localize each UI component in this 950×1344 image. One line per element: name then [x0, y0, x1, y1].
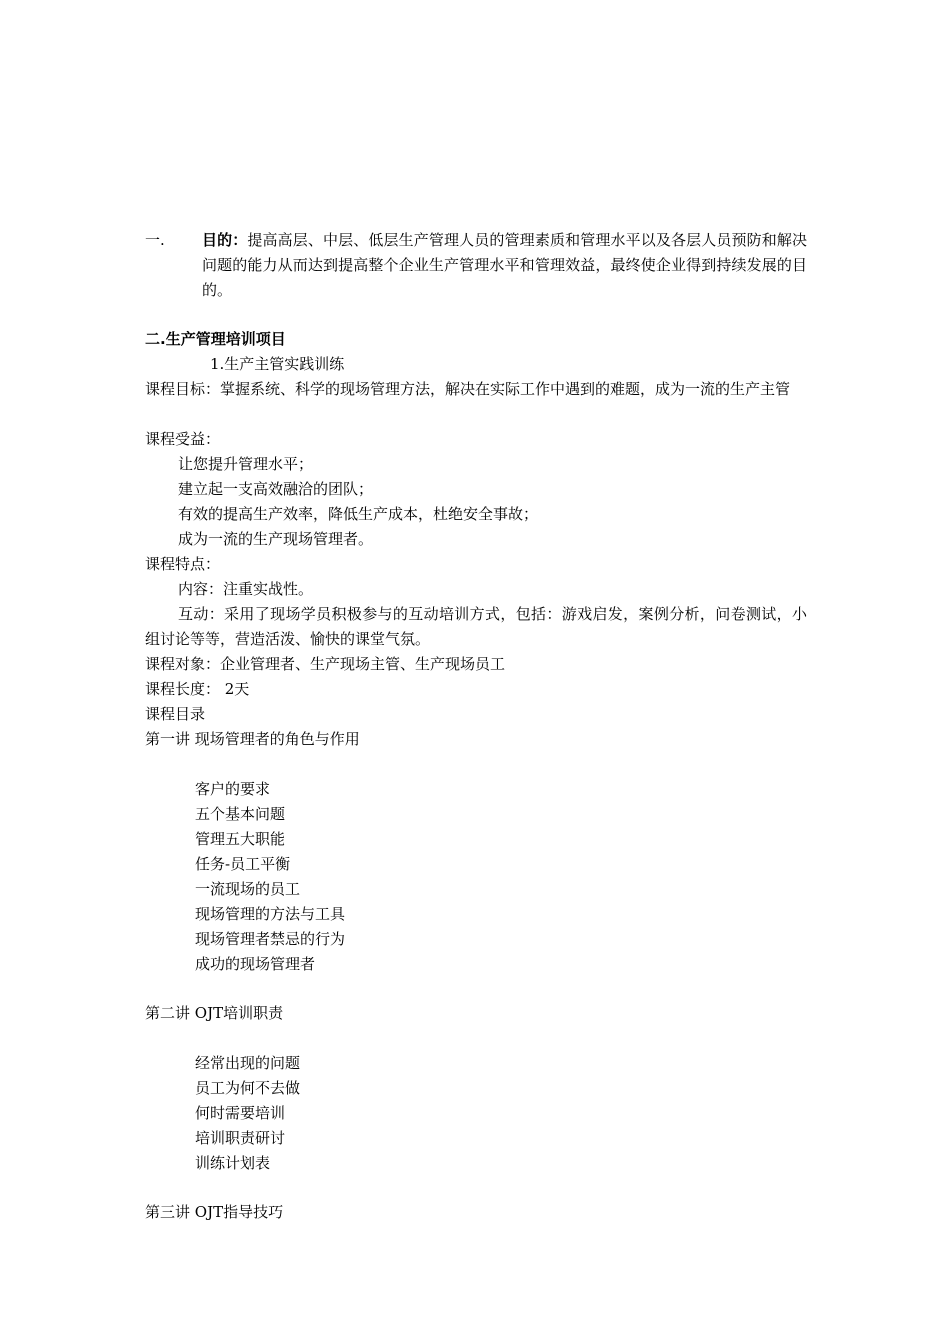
lecture-title: 第一讲 现场管理者的角色与作用	[145, 730, 360, 748]
toc-label: 课程目录	[145, 705, 206, 723]
lecture-item: 五个基本问题	[195, 805, 286, 823]
benefits-label: 课程受益：	[145, 430, 221, 448]
benefit-item: 建立起一支高效融洽的团队；	[178, 480, 374, 498]
lecture-title: 第二讲 OJT培训职责	[145, 1004, 284, 1022]
lecture-item: 训练计划表	[195, 1154, 271, 1172]
lecture-item: 现场管理者禁忌的行为	[195, 930, 346, 948]
lecture-item: 客户的要求	[195, 780, 271, 798]
lecture-item: 成功的现场管理者	[195, 955, 316, 973]
course-subheading: 1.生产主管实践训练	[210, 355, 345, 373]
lecture-item: 任务-员工平衡	[195, 855, 291, 873]
features-label: 课程特点：	[145, 555, 221, 573]
lecture-item: 员工为何不去做	[195, 1079, 301, 1097]
purpose-label: 目的：	[202, 231, 248, 249]
benefit-item: 让您提升管理水平；	[178, 455, 314, 473]
lecture-item: 现场管理的方法与工具	[195, 905, 346, 923]
purpose-text: 提高高层、中层、低层生产管理人员的管理素质和管理水平以及各层人员预防和解决问题的能力从而达到提高整个企业生产管理水平和管理效益，最终使企业得到持续发展的目的。	[202, 231, 807, 299]
feature-content: 内容：注重实战性。	[178, 580, 314, 598]
lecture-item: 经常出现的问题	[195, 1054, 301, 1072]
lecture-title: 第三讲 OJT指导技巧	[145, 1203, 284, 1221]
benefit-item: 有效的提高生产效率，降低生产成本，杜绝安全事故；	[178, 505, 539, 523]
section-heading: 二.生产管理培训项目	[145, 330, 286, 348]
benefit-item: 成为一流的生产现场管理者。	[178, 530, 374, 548]
lecture-item: 培训职责研讨	[195, 1129, 286, 1147]
course-goal: 课程目标：掌握系统、科学的现场管理方法，解决在实际工作中遇到的难题，成为一流的生产主管	[145, 380, 791, 398]
lecture-item: 一流现场的员工	[195, 880, 301, 898]
section-purpose-paragraph	[202, 228, 807, 303]
lecture-item: 管理五大职能	[195, 830, 286, 848]
feature-interaction: 互动：采用了现场学员积极参与的互动培训方式，包括：游戏启发，案例分析，问卷测试，小组讨论等等，营造活泼、愉快的课堂气氛。	[145, 605, 807, 648]
course-length: 课程长度： 2天	[145, 680, 250, 698]
course-audience: 课程对象：企业管理者、生产现场主管、生产现场员工	[145, 655, 506, 673]
section-number: 一.	[145, 231, 165, 249]
lecture-item: 何时需要培训	[195, 1104, 286, 1122]
